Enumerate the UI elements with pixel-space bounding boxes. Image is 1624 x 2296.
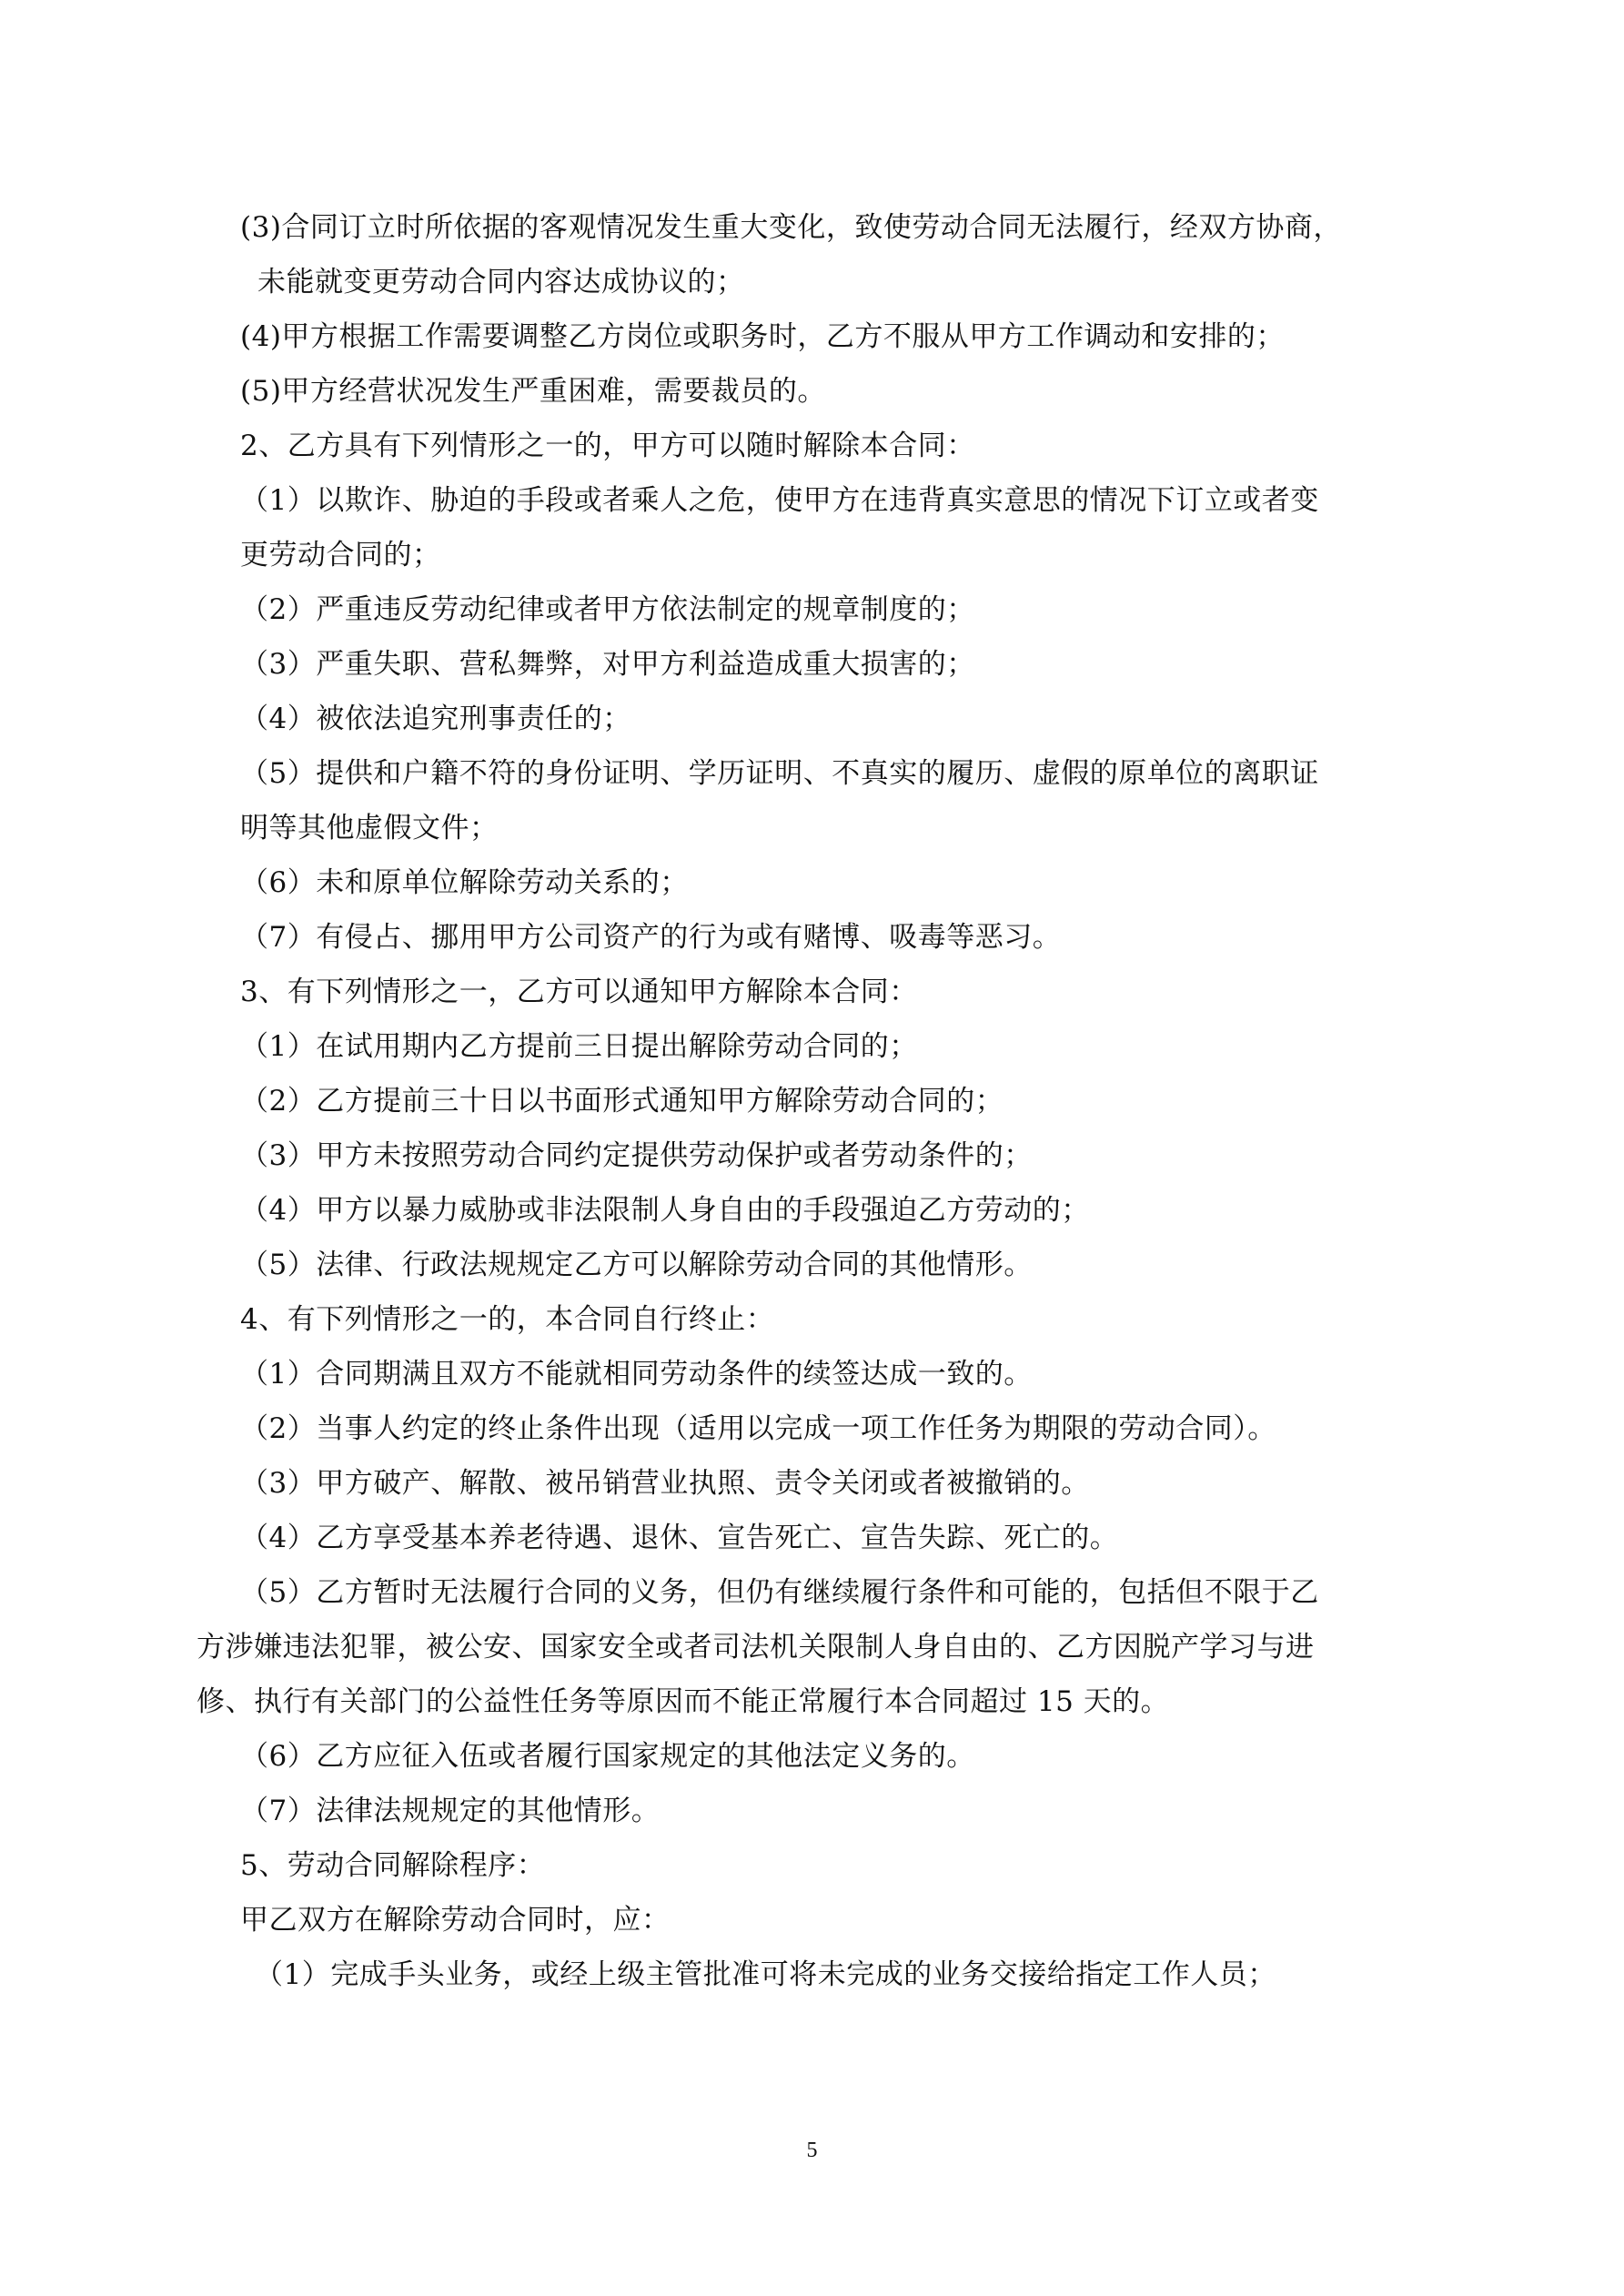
text-line: 明等其他虚假文件； bbox=[240, 812, 499, 845]
text-line: （5）乙方暂时无法履行合同的义务，但仍有继续履行条件和可能的，包括但不限于乙 bbox=[240, 1576, 1319, 1609]
text-line: 未能就变更劳动合同内容达成协议的； bbox=[257, 266, 745, 298]
text-line: （4）乙方享受基本养老待遇、退休、宣告死亡、宣告失踪、死亡的。 bbox=[240, 1522, 1119, 1554]
text-line: （1）合同期满且双方不能就相同劳动条件的续签达成一致的。 bbox=[240, 1358, 1033, 1391]
text-line: （3）甲方未按照劳动合同约定提供劳动保护或者劳动条件的； bbox=[240, 1139, 1033, 1172]
text-line: （3）严重失职、营私舞弊，对甲方利益造成重大损害的； bbox=[240, 648, 975, 681]
text-line: （2）乙方提前三十日以书面形式通知甲方解除劳动合同的； bbox=[240, 1085, 1004, 1118]
text-line: (4)甲方根据工作需要调整乙方岗位或职务时，乙方不服从甲方工作调动和安排的； bbox=[240, 320, 1285, 353]
text-line: （4）被依法追究刑事责任的； bbox=[240, 703, 631, 735]
text-line: （4）甲方以暴力威胁或非法限制人身自由的手段强迫乙方劳动的； bbox=[240, 1194, 1090, 1227]
text-line: 4、有下列情形之一的，本合同自行终止： bbox=[240, 1303, 775, 1336]
text-line: (3)合同订立时所依据的客观情况发生重大变化，致使劳动合同无法履行，经双方协商， bbox=[240, 211, 1342, 244]
text-line: (5)甲方经营状况发生严重困难，需要裁员的。 bbox=[240, 375, 826, 408]
text-line: 更劳动合同的； bbox=[240, 539, 441, 571]
text-line: （2）当事人约定的终止条件出现（适用以完成一项工作任务为期限的劳动合同）。 bbox=[240, 1412, 1276, 1445]
text-line: （5）提供和户籍不符的身份证明、学历证明、不真实的履历、虚假的原单位的离职证 bbox=[240, 757, 1319, 790]
text-line: （2）严重违反劳动纪律或者甲方依法制定的规章制度的； bbox=[240, 593, 975, 626]
text-line: 3、有下列情形之一，乙方可以通知甲方解除本合同： bbox=[240, 976, 918, 1008]
text-line: （6）未和原单位解除劳动关系的； bbox=[240, 866, 689, 899]
text-line: 甲乙双方在解除劳动合同时，应： bbox=[240, 1904, 671, 1937]
text-line: 方涉嫌违法犯罪，被公安、国家安全或者司法机关限制人身自由的、乙方因脱产学习与进 bbox=[197, 1631, 1315, 1664]
text-line: 修、执行有关部门的公益性任务等原因而不能正常履行本合同超过 15 天的。 bbox=[197, 1685, 1170, 1718]
text-line: （7）法律法规规定的其他情形。 bbox=[240, 1795, 661, 1827]
text-line: （6）乙方应征入伍或者履行国家规定的其他法定义务的。 bbox=[240, 1740, 975, 1773]
text-line: 2、乙方具有下列情形之一的，甲方可以随时解除本合同： bbox=[240, 430, 975, 462]
text-line: （5）法律、行政法规规定乙方可以解除劳动合同的其他情形。 bbox=[240, 1249, 1033, 1281]
text-line: （1）完成手头业务，或经上级主管批准可将未完成的业务交接给指定工作人员； bbox=[255, 1958, 1276, 1991]
text-line: （1）以欺诈、胁迫的手段或者乘人之危，使甲方在违背真实意思的情况下订立或者变 bbox=[240, 484, 1319, 517]
text-line: （1）在试用期内乙方提前三日提出解除劳动合同的； bbox=[240, 1030, 918, 1063]
page-number: 5 bbox=[806, 2139, 818, 2162]
text-line: 5、劳动合同解除程序： bbox=[240, 1849, 546, 1882]
text-line: （7）有侵占、挪用甲方公司资产的行为或有赌博、吸毒等恶习。 bbox=[240, 921, 1062, 954]
text-line: （3）甲方破产、解散、被吊销营业执照、责令关闭或者被撤销的。 bbox=[240, 1467, 1090, 1500]
